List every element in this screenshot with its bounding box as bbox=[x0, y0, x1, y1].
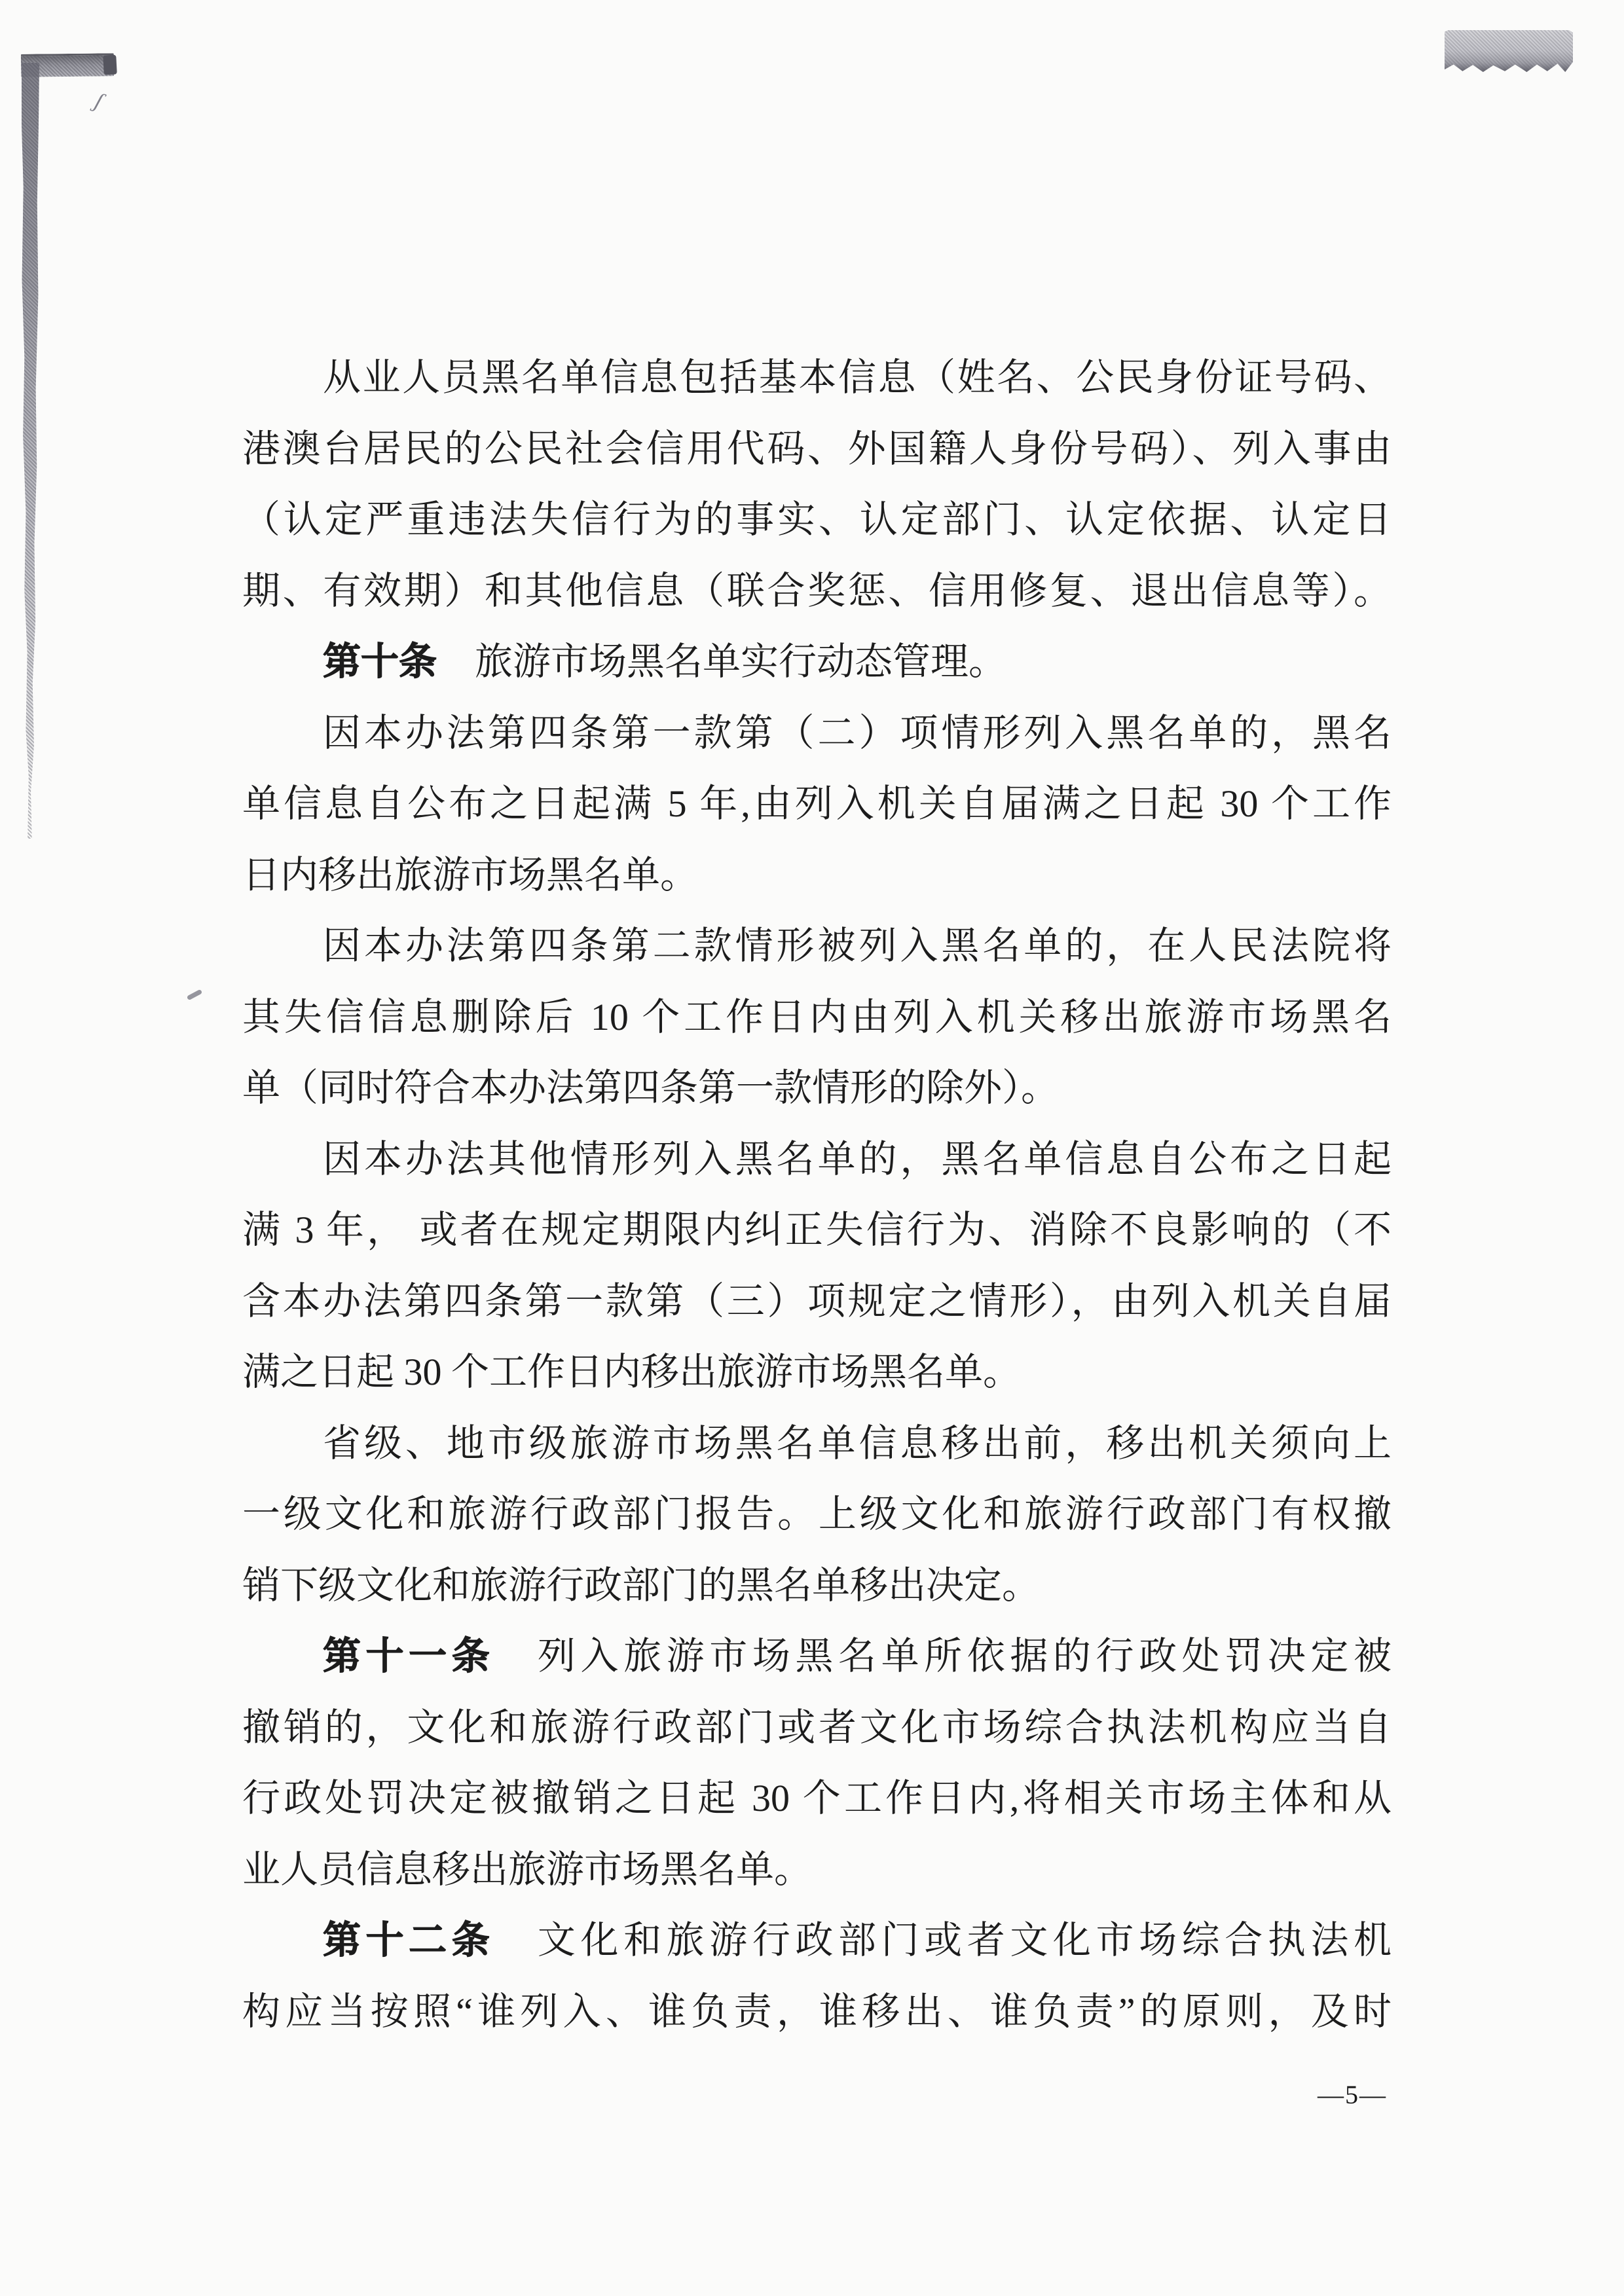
body-line-text: 单信息自公布之日起满 5 年,由列入机关自届满之日起 30 个工作 bbox=[242, 782, 1392, 825]
body-line bbox=[242, 1834, 1392, 1906]
body-line bbox=[242, 1763, 1392, 1834]
body-line-text: 港澳台居民的公民社会信用代码、外国籍人身份号码）、列入事由 bbox=[242, 427, 1392, 470]
body-line bbox=[242, 1053, 1392, 1124]
body-line bbox=[242, 1195, 1392, 1266]
page-number: —5— bbox=[1318, 2080, 1387, 2109]
body-line-text: 文化和旅游行政部门或者文化市场综合执法机 bbox=[494, 1919, 1392, 1961]
body-line bbox=[242, 1692, 1392, 1764]
article-number-bold: 第十条 bbox=[323, 640, 437, 683]
body-line bbox=[242, 1977, 1392, 2048]
body-line bbox=[242, 1408, 1392, 1480]
body-line bbox=[242, 342, 1392, 414]
body-line bbox=[242, 1905, 1392, 1977]
body-line bbox=[242, 556, 1392, 627]
scan-smudge-top-left-nub bbox=[103, 54, 117, 75]
body-line-text: 列入旅游市场黑名单所依据的行政处罚决定被 bbox=[494, 1635, 1392, 1677]
body-line-text: 日内移出旅游市场黑名单。 bbox=[242, 853, 699, 896]
body-line-text: 因本办法第四条第一款第（二）项情形列入黑名单的，黑名 bbox=[323, 711, 1392, 754]
body-line-text: 含本办法第四条第一款第（三）项规定之情形），由列入机关自届 bbox=[242, 1279, 1392, 1322]
body-line bbox=[242, 1621, 1392, 1692]
scan-smudge-top-right-bar bbox=[1445, 30, 1573, 72]
body-line-text: 旅游市场黑名单实行动态管理。 bbox=[437, 640, 1007, 683]
body-line-text: 其失信信息删除后 10 个工作日内由列入机关移出旅游市场黑名 bbox=[242, 995, 1392, 1038]
scan-squiggle-mark: ʃ bbox=[92, 88, 106, 114]
body-line bbox=[242, 414, 1392, 485]
body-line-text: 行政处罚决定被撤销之日起 30 个工作日内,将相关市场主体和从 bbox=[242, 1777, 1392, 1819]
body-line bbox=[242, 484, 1392, 556]
body-line bbox=[242, 1266, 1392, 1338]
body-line bbox=[242, 1550, 1392, 1622]
body-line bbox=[242, 982, 1392, 1053]
body-line bbox=[242, 1337, 1392, 1408]
body-line-text: 构应当按照“谁列入、谁负责，谁移出、谁负责”的原则，及时 bbox=[242, 1990, 1392, 2033]
body-line-text: （认定严重违法失信行为的事实、认定部门、认定依据、认定日 bbox=[242, 498, 1392, 541]
body-line-text: 从业人员黑名单信息包括基本信息（姓名、公民身份证号码、 bbox=[323, 356, 1392, 399]
body-line bbox=[242, 769, 1392, 840]
article-number-bold: 第十二条 bbox=[323, 1919, 495, 1961]
body-line bbox=[242, 1124, 1392, 1195]
body-line-text: 业人员信息移出旅游市场黑名单。 bbox=[242, 1848, 813, 1891]
body-line-text: 一级文化和旅游行政部门报告。上级文化和旅游行政部门有权撤 bbox=[242, 1493, 1392, 1535]
body-line-text: 期、有效期）和其他信息（联合奖惩、信用修复、退出信息等）。 bbox=[242, 569, 1392, 612]
body-line bbox=[242, 1479, 1392, 1550]
body-line bbox=[242, 911, 1392, 982]
body-line-text: 撤销的，文化和旅游行政部门或者文化市场综合执法机构应当自 bbox=[242, 1705, 1392, 1749]
article-number-bold: 第十一条 bbox=[323, 1635, 495, 1677]
body-line-text: 满之日起 30 个工作日内移出旅游市场黑名单。 bbox=[242, 1351, 1022, 1393]
body-line bbox=[242, 698, 1392, 769]
body-line-text: 因本办法其他情形列入黑名单的，黑名单信息自公布之日起 bbox=[323, 1137, 1392, 1180]
body-line-text: 销下级文化和旅游行政部门的黑名单移出决定。 bbox=[242, 1563, 1041, 1607]
body-line bbox=[242, 627, 1392, 698]
body-line-text: 省级、地市级旅游市场黑名单信息移出前，移出机关须向上 bbox=[323, 1421, 1392, 1465]
body-line-text: 单（同时符合本办法第四条第一款情形的除外）。 bbox=[242, 1066, 1060, 1109]
document-body bbox=[242, 342, 1392, 2047]
scan-streak-left-edge bbox=[22, 63, 39, 839]
body-line bbox=[242, 840, 1392, 911]
body-line-text: 因本办法第四条第二款情形被列入黑名单的，在人民法院将 bbox=[323, 924, 1392, 967]
scan-tick-mark bbox=[187, 989, 202, 1000]
body-line-text: 满 3 年， 或者在规定期限内纠正失信行为、消除不良影响的（不 bbox=[242, 1209, 1392, 1251]
